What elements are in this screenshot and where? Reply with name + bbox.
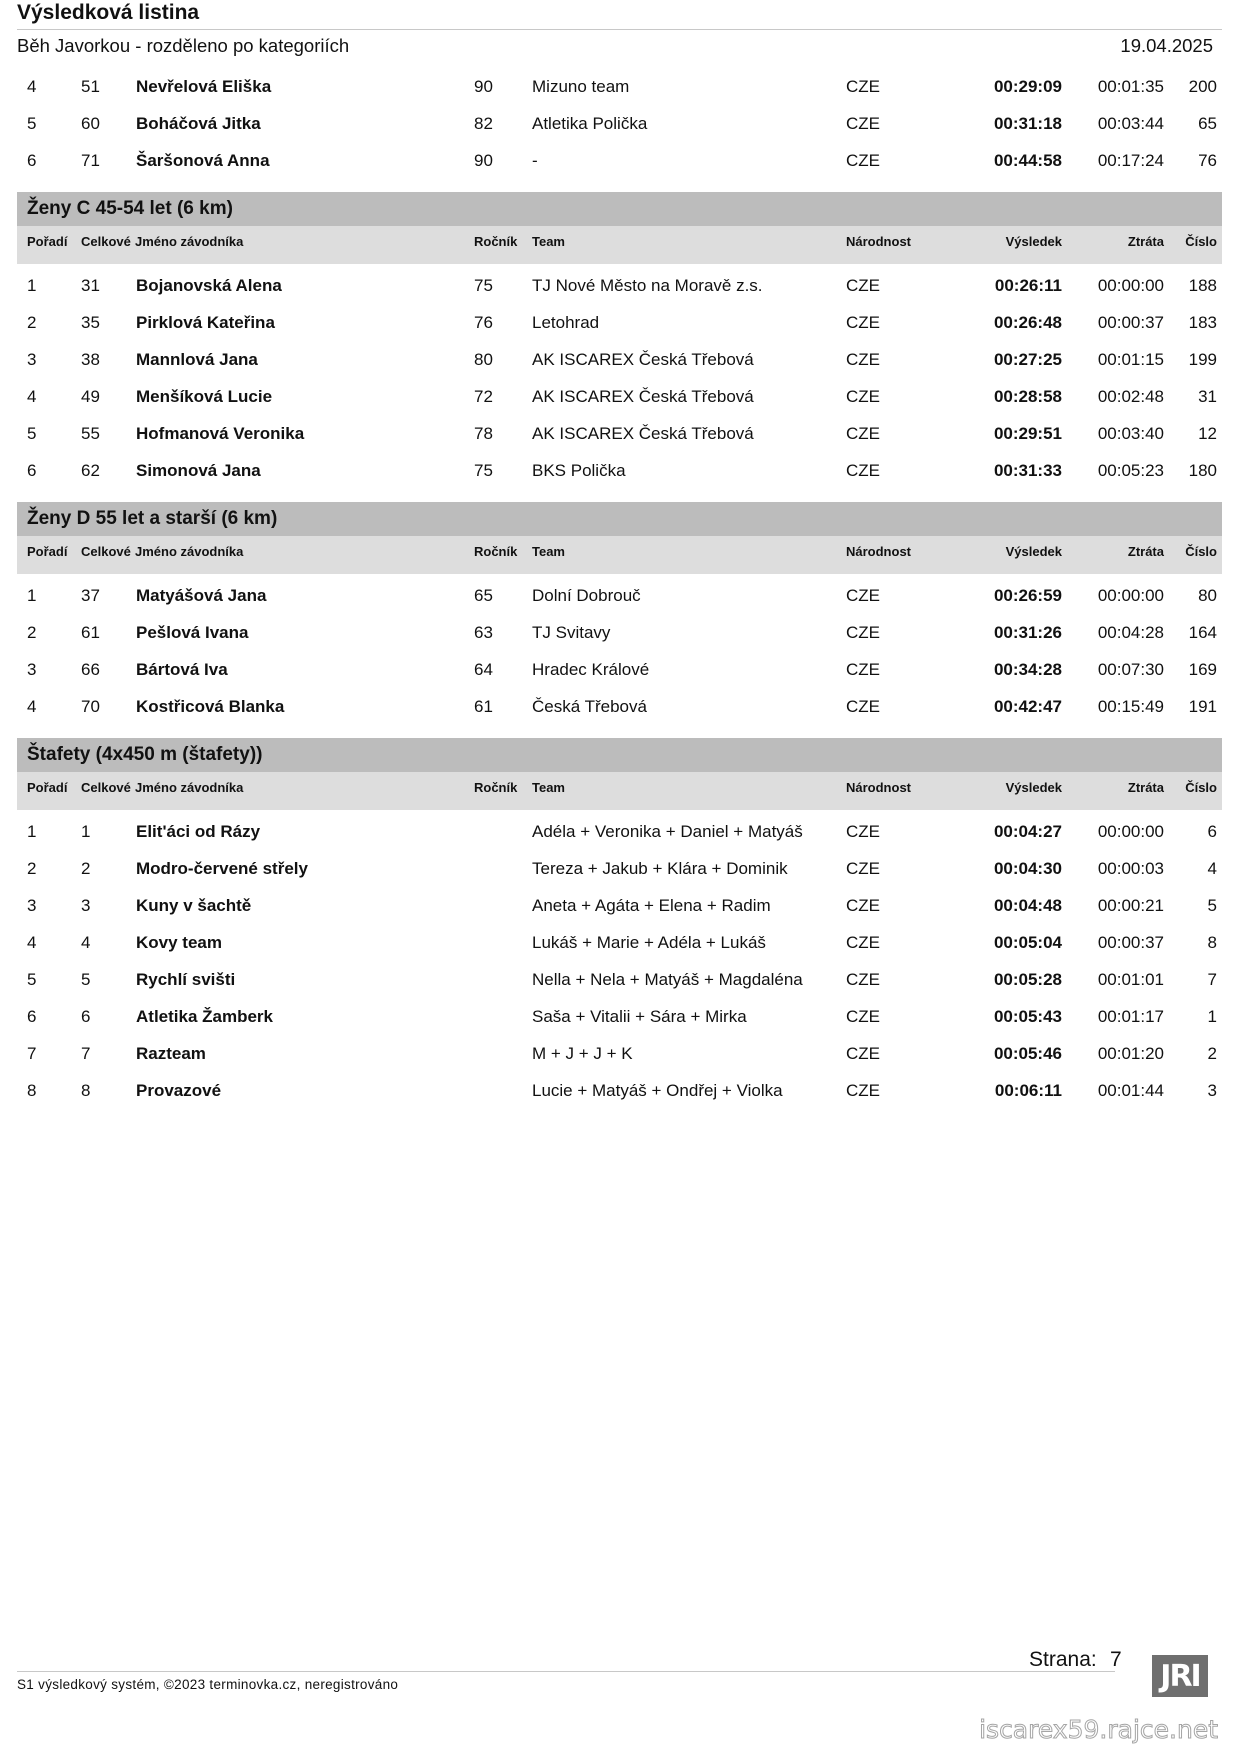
cell-result: 00:05:04 [993,933,1062,952]
result-row [17,268,1222,305]
column-header-overall: Celkové [81,234,131,249]
cell-result: 00:04:27 [993,822,1062,841]
cell-overall: 66 [81,660,100,679]
cell-team: TJ Nové Město na Moravě z.s. [532,276,763,295]
cell-result: 00:34:28 [993,660,1062,679]
cell-overall: 2 [81,859,91,878]
cell-overall: 8 [81,1081,91,1100]
cell-result: 00:42:47 [993,697,1062,716]
cell-loss: 00:04:28 [1097,623,1164,642]
result-row [17,69,1222,106]
cell-number: 164 [1188,623,1217,642]
cell-team: Letohrad [532,313,600,332]
column-header-row [17,536,1222,574]
cell-rank: 3 [27,660,37,679]
cell-name: Mannlová Jana [136,350,258,369]
cell-nationality: CZE [846,77,880,96]
cell-name: Bojanovská Alena [136,276,282,295]
column-header-loss: Ztráta [1127,780,1164,795]
cell-nationality: CZE [846,822,880,841]
cell-overall: 35 [81,313,100,332]
page-label: Strana: [1029,1648,1097,1671]
cell-year: 90 [474,77,493,96]
cell-team: Lukáš + Marie + Adéla + Lukáš [532,933,766,952]
watermark: iscarex59.rajce.net [979,1715,1218,1744]
cell-team: AK ISCAREX Česká Třebová [532,387,754,406]
category-section [17,502,1222,726]
column-header-nationality: Národnost [846,780,911,795]
category-section [17,738,1222,1110]
cell-loss: 00:00:03 [1097,859,1164,878]
cell-rank: 1 [27,276,37,295]
cell-overall: 71 [81,151,100,170]
result-row [17,143,1222,180]
cell-rank: 5 [27,114,37,133]
cell-overall: 37 [81,586,100,605]
result-row [17,962,1222,999]
cell-number: 31 [1198,387,1217,406]
cell-rank: 3 [27,350,37,369]
cell-number: 199 [1188,350,1217,369]
column-header-year: Ročník [474,780,518,795]
cell-number: 200 [1188,77,1217,96]
cell-number: 76 [1198,151,1217,170]
column-header-name: Jméno závodníka [135,544,244,559]
category-title: Ženy C 45-54 let (6 km) [27,198,233,219]
column-header-row [17,772,1222,810]
cell-overall: 3 [81,896,91,915]
cell-year: 75 [474,276,493,295]
cell-name: Šaršonová Anna [136,151,270,170]
result-row [17,652,1222,689]
category-sections [17,192,1222,1110]
cell-loss: 00:00:00 [1097,586,1164,605]
cell-number: 80 [1198,586,1217,605]
cell-loss: 00:01:17 [1097,1007,1164,1026]
jri-logo: JRI [1152,1655,1208,1697]
cell-overall: 55 [81,424,100,443]
cell-nationality: CZE [846,350,880,369]
category-header [17,192,1222,226]
results-list [17,69,1222,1110]
cell-result: 00:04:30 [993,859,1062,878]
cell-nationality: CZE [846,970,880,989]
cell-rank: 7 [27,1044,37,1063]
cell-nationality: CZE [846,276,880,295]
cell-nationality: CZE [846,461,880,480]
cell-result: 00:04:48 [993,896,1062,915]
cell-name: Kuny v šachtě [136,896,252,915]
cell-rank: 6 [27,151,37,170]
cell-rank: 4 [27,77,37,96]
cell-loss: 00:01:44 [1097,1081,1164,1100]
cell-team: Nella + Nela + Matyáš + Magdaléna [532,970,803,989]
category-header [17,502,1222,536]
cell-nationality: CZE [846,387,880,406]
cell-result: 00:26:59 [993,586,1062,605]
cell-rank: 4 [27,387,37,406]
cell-nationality: CZE [846,1007,880,1026]
result-row [17,999,1222,1036]
cell-result: 00:31:26 [993,623,1062,642]
cell-number: 188 [1188,276,1217,295]
cell-loss: 00:00:37 [1097,313,1164,332]
cell-team: TJ Svitavy [532,623,611,642]
cell-result: 00:29:09 [993,77,1062,96]
cell-result: 00:26:48 [993,313,1062,332]
column-header-rank: Pořadí [27,780,68,795]
cell-result: 00:06:11 [994,1081,1062,1100]
cell-name: Nevřelová Eliška [136,77,272,96]
cell-team: Mizuno team [532,77,630,96]
result-row [17,689,1222,726]
result-row [17,305,1222,342]
cell-nationality: CZE [846,623,880,642]
cell-loss: 00:05:23 [1097,461,1164,480]
result-row [17,578,1222,615]
cell-team: - [532,151,538,170]
cell-loss: 00:17:24 [1097,151,1164,170]
cell-year: 80 [474,350,493,369]
column-header-name: Jméno závodníka [135,780,244,795]
category-header [17,738,1222,772]
result-row [17,106,1222,143]
cell-overall: 70 [81,697,100,716]
cell-result: 00:27:25 [993,350,1062,369]
cell-loss: 00:00:00 [1097,822,1164,841]
cell-nationality: CZE [846,1081,880,1100]
cell-team: Saša + Vitalii + Sára + Mirka [532,1007,747,1026]
cell-team: Tereza + Jakub + Klára + Dominik [532,859,788,878]
cell-loss: 00:02:48 [1097,387,1164,406]
cell-overall: 5 [81,970,91,989]
cell-name: Pirklová Kateřina [136,313,275,332]
cell-name: Elit'áci od Rázy [136,822,261,841]
cell-nationality: CZE [846,660,880,679]
cell-name: Modro-červené střely [136,859,308,878]
cell-year: 82 [474,114,493,133]
result-row [17,416,1222,453]
cell-nationality: CZE [846,586,880,605]
cell-number: 6 [1207,822,1217,841]
cell-nationality: CZE [846,151,880,170]
cell-team: M + J + J + K [532,1044,633,1063]
cell-rank: 3 [27,896,37,915]
column-header-loss: Ztráta [1127,234,1164,249]
cell-rank: 6 [27,461,37,480]
cell-year: 72 [474,387,493,406]
cell-overall: 51 [81,77,100,96]
event-subtitle: Běh Javorkou - rozděleno po kategoriích [17,35,350,56]
cell-number: 180 [1188,461,1217,480]
column-header-rank: Pořadí [27,544,68,559]
result-row [17,615,1222,652]
column-header-result: Výsledek [1005,234,1062,249]
document-title: Výsledková listina [17,1,200,24]
cell-rank: 1 [27,822,37,841]
cell-result: 00:29:51 [993,424,1062,443]
cell-nationality: CZE [846,697,880,716]
cell-team: Atletika Polička [532,114,648,133]
cell-result: 00:26:11 [994,276,1062,295]
cell-rank: 6 [27,1007,37,1026]
result-row [17,888,1222,925]
cell-loss: 00:00:00 [1097,276,1164,295]
cell-loss: 00:03:44 [1097,114,1164,133]
cell-number: 191 [1188,697,1217,716]
result-row [17,1036,1222,1073]
column-header-nationality: Národnost [846,544,911,559]
result-row [17,814,1222,851]
cell-year: 76 [474,313,493,332]
cell-result: 00:31:33 [993,461,1062,480]
cell-number: 12 [1198,424,1217,443]
cell-year: 64 [474,660,493,679]
cell-rank: 5 [27,424,37,443]
category-title: Ženy D 55 let a starší (6 km) [27,508,278,529]
cell-name: Menšíková Lucie [136,387,273,406]
cell-team: Lucie + Matyáš + Ondřej + Violka [532,1081,783,1100]
cell-result: 00:31:18 [993,114,1062,133]
cell-result: 00:05:28 [993,970,1062,989]
cell-result: 00:05:43 [993,1007,1062,1026]
result-row [17,1073,1222,1110]
category-section [17,192,1222,490]
cell-overall: 38 [81,350,100,369]
cell-number: 5 [1207,896,1217,915]
cell-loss: 00:01:01 [1097,970,1164,989]
cell-name: Hofmanová Veronika [136,424,305,443]
leading-rows [17,69,1222,180]
cell-rank: 2 [27,313,37,332]
cell-nationality: CZE [846,933,880,952]
cell-overall: 60 [81,114,100,133]
column-header-nationality: Národnost [846,234,911,249]
column-header-team: Team [532,544,565,559]
cell-team: BKS Polička [532,461,626,480]
cell-name: Bártová Iva [136,660,228,679]
cell-name: Atletika Žamberk [136,1007,273,1026]
cell-overall: 31 [81,276,100,295]
cell-name: Rychlí svišti [136,970,236,989]
cell-loss: 00:01:35 [1097,77,1164,96]
column-header-number: Číslo [1185,234,1217,249]
column-header-rank: Pořadí [27,234,68,249]
cell-overall: 61 [81,623,100,642]
cell-rank: 2 [27,859,37,878]
cell-year: 90 [474,151,493,170]
column-header-team: Team [532,780,565,795]
result-row [17,851,1222,888]
cell-number: 183 [1188,313,1217,332]
column-header-name: Jméno závodníka [135,234,244,249]
cell-team: Hradec Králové [532,660,650,679]
cell-team: Aneta + Agáta + Elena + Radim [532,896,771,915]
column-header-overall: Celkové [81,544,131,559]
cell-name: Matyášová Jana [136,586,267,605]
cell-loss: 00:01:20 [1097,1044,1164,1063]
cell-number: 1 [1207,1007,1217,1026]
column-header-overall: Celkové [81,780,131,795]
footer-divider [17,1671,1115,1672]
cell-nationality: CZE [846,896,880,915]
cell-loss: 00:01:15 [1097,350,1164,369]
cell-loss: 00:03:40 [1097,424,1164,443]
column-header-number: Číslo [1185,780,1217,795]
cell-result: 00:44:58 [993,151,1062,170]
column-header-number: Číslo [1185,544,1217,559]
cell-year: 75 [474,461,493,480]
category-title: Štafety (4x450 m (štafety)) [27,744,263,765]
cell-number: 4 [1207,859,1217,878]
cell-team: AK ISCAREX Česká Třebová [532,350,754,369]
result-row [17,453,1222,490]
cell-loss: 00:00:21 [1097,896,1164,915]
cell-overall: 7 [81,1044,91,1063]
cell-year: 61 [474,697,493,716]
cell-overall: 1 [81,822,91,841]
cell-name: Simonová Jana [136,461,261,480]
cell-name: Boháčová Jitka [136,114,261,133]
column-header-row [17,226,1222,264]
cell-rank: 4 [27,697,37,716]
result-row [17,342,1222,379]
page-number: 7 [1110,1648,1122,1671]
result-row [17,379,1222,416]
cell-number: 7 [1207,970,1217,989]
cell-year: 65 [474,586,493,605]
cell-team: Adéla + Veronika + Daniel + Matyáš [532,822,803,841]
column-header-year: Ročník [474,544,518,559]
cell-nationality: CZE [846,424,880,443]
cell-nationality: CZE [846,114,880,133]
column-header-result: Výsledek [1005,544,1062,559]
footer-system-text: S1 výsledkový systém, ©2023 terminovka.cz, neregistrováno [17,1677,399,1692]
cell-rank: 4 [27,933,37,952]
column-header-year: Ročník [474,234,518,249]
cell-name: Razteam [136,1044,206,1063]
cell-number: 2 [1207,1044,1217,1063]
cell-team: Česká Třebová [532,697,647,716]
cell-result: 00:28:58 [993,387,1062,406]
cell-rank: 1 [27,586,37,605]
cell-year: 63 [474,623,493,642]
cell-overall: 6 [81,1007,91,1026]
cell-overall: 4 [81,933,91,952]
cell-nationality: CZE [846,859,880,878]
cell-rank: 2 [27,623,37,642]
cell-overall: 49 [81,387,100,406]
cell-team: AK ISCAREX Česká Třebová [532,424,754,443]
cell-number: 8 [1207,933,1217,952]
cell-rank: 5 [27,970,37,989]
column-header-result: Výsledek [1005,780,1062,795]
cell-year: 78 [474,424,493,443]
cell-number: 65 [1198,114,1217,133]
cell-loss: 00:00:37 [1097,933,1164,952]
header-divider [17,29,1222,30]
cell-loss: 00:15:49 [1097,697,1164,716]
column-header-team: Team [532,234,565,249]
cell-overall: 62 [81,461,100,480]
cell-result: 00:05:46 [993,1044,1062,1063]
cell-nationality: CZE [846,313,880,332]
cell-number: 169 [1188,660,1217,679]
result-row [17,925,1222,962]
cell-name: Kostřicová Blanka [136,697,285,716]
cell-name: Kovy team [136,933,222,952]
cell-rank: 8 [27,1081,37,1100]
event-date: 19.04.2025 [1120,35,1213,56]
cell-loss: 00:07:30 [1097,660,1164,679]
cell-name: Pešlová Ivana [136,623,249,642]
cell-number: 3 [1207,1081,1217,1100]
cell-name: Provazové [136,1081,222,1100]
cell-team: Dolní Dobrouč [532,586,641,605]
cell-nationality: CZE [846,1044,880,1063]
column-header-loss: Ztráta [1127,544,1164,559]
